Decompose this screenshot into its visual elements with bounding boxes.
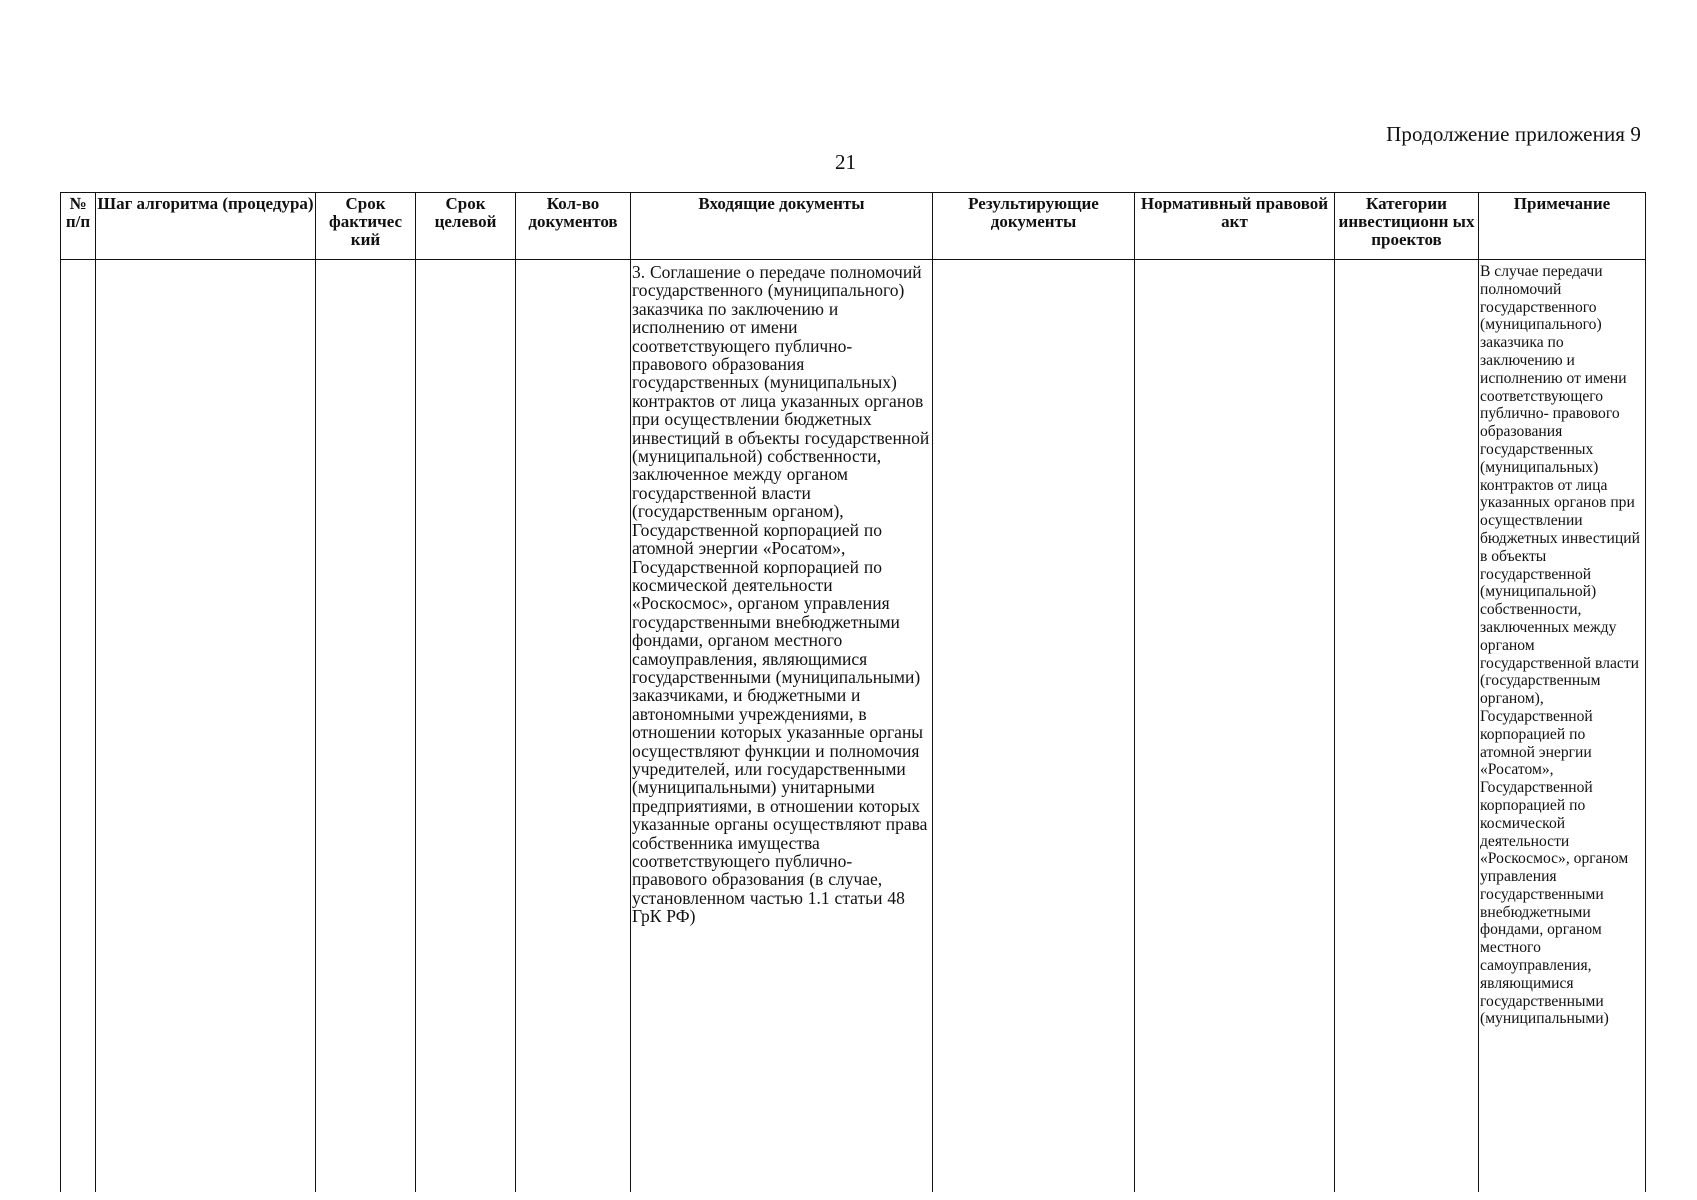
column-header-incoming-documents: Входящие документы (631, 193, 933, 260)
cell-normative-act (1135, 260, 1335, 1193)
procedure-table (60, 192, 1646, 1192)
cell-resulting-documents (933, 260, 1135, 1193)
cell-project-categories (1335, 260, 1479, 1193)
cell-incoming-documents (631, 260, 933, 1193)
column-header-note: Примечание (1479, 193, 1646, 260)
cell-doc-count (516, 260, 631, 1193)
note-text: В случае передачи полномочий государственного (муниципального) заказчика по заключению и исполнению от имени соответствующего публично- правового образования государственных (муниципальных) контрактов от лица указанных органов при осуществлении бюджетных инвестиций в объекты государственной (муниципальной) собственности, заключенных между органом государственной власти (государственным органом), Государственной корпорацией по атомной энергии «Росатом», Государственной корпорацией по космической деятельности «Роскосмос», органом управления государственными внебюджетными фондами, органом местного самоуправления, являющимися государственными (муниципальными) (1480, 263, 1640, 1028)
table-row (61, 260, 1646, 1193)
column-header-project-categories: Категории инвестиционн ых проектов (1335, 193, 1479, 260)
table-header-row (61, 193, 1646, 260)
column-header-target-term: Срок целевой (416, 193, 516, 260)
column-header-actual-term: Срок фактичес кий (316, 193, 416, 260)
cell-number (61, 260, 96, 1193)
column-header-resulting-documents: Результирующие документы (933, 193, 1135, 260)
page-number: 21 (835, 150, 856, 174)
appendix-note: Продолжение приложения 9 (1386, 122, 1641, 146)
cell-step (96, 260, 316, 1193)
column-header-number: № п/п (61, 193, 96, 260)
cell-target-term (416, 260, 516, 1193)
cell-note (1479, 260, 1646, 1193)
column-header-doc-count: Кол-во документов (516, 193, 631, 260)
incoming-documents-text: 3. Соглашение о передаче полномочий государственного (муниципального) заказчика по заключению и исполнению от имени соответствующего публично- правового образования государственных (муниципальных) контрактов от лица указанных органов при осуществлении бюджетных инвестиций в объекты государственной (муниципальной) собственности, заключенное между органом государственной власти (государственным органом), Государственной корпорацией по атомной энергии «Росатом», Государственной корпорацией по космической деятельности «Роскосмос», органом управления государственными внебюджетными фондами, органом местного самоуправления, являющимися государственными (муниципальными) заказчиками, и бюджетными и автономными учреждениями, в отношении которых указанные органы осуществляют функции и полномочия учредителей, или государственными (муниципальными) унитарными предприятиями, в отношении которых указанные органы осуществляют права собственника имущества соответствующего публично- правового образования (в случае, установленном частью 1.1 статьи 48 ГрК РФ) (632, 262, 930, 927)
column-header-normative-act: Нормативный правовой акт (1135, 193, 1335, 260)
column-header-step: Шаг алгоритма (процедура) (96, 193, 316, 260)
cell-actual-term (316, 260, 416, 1193)
